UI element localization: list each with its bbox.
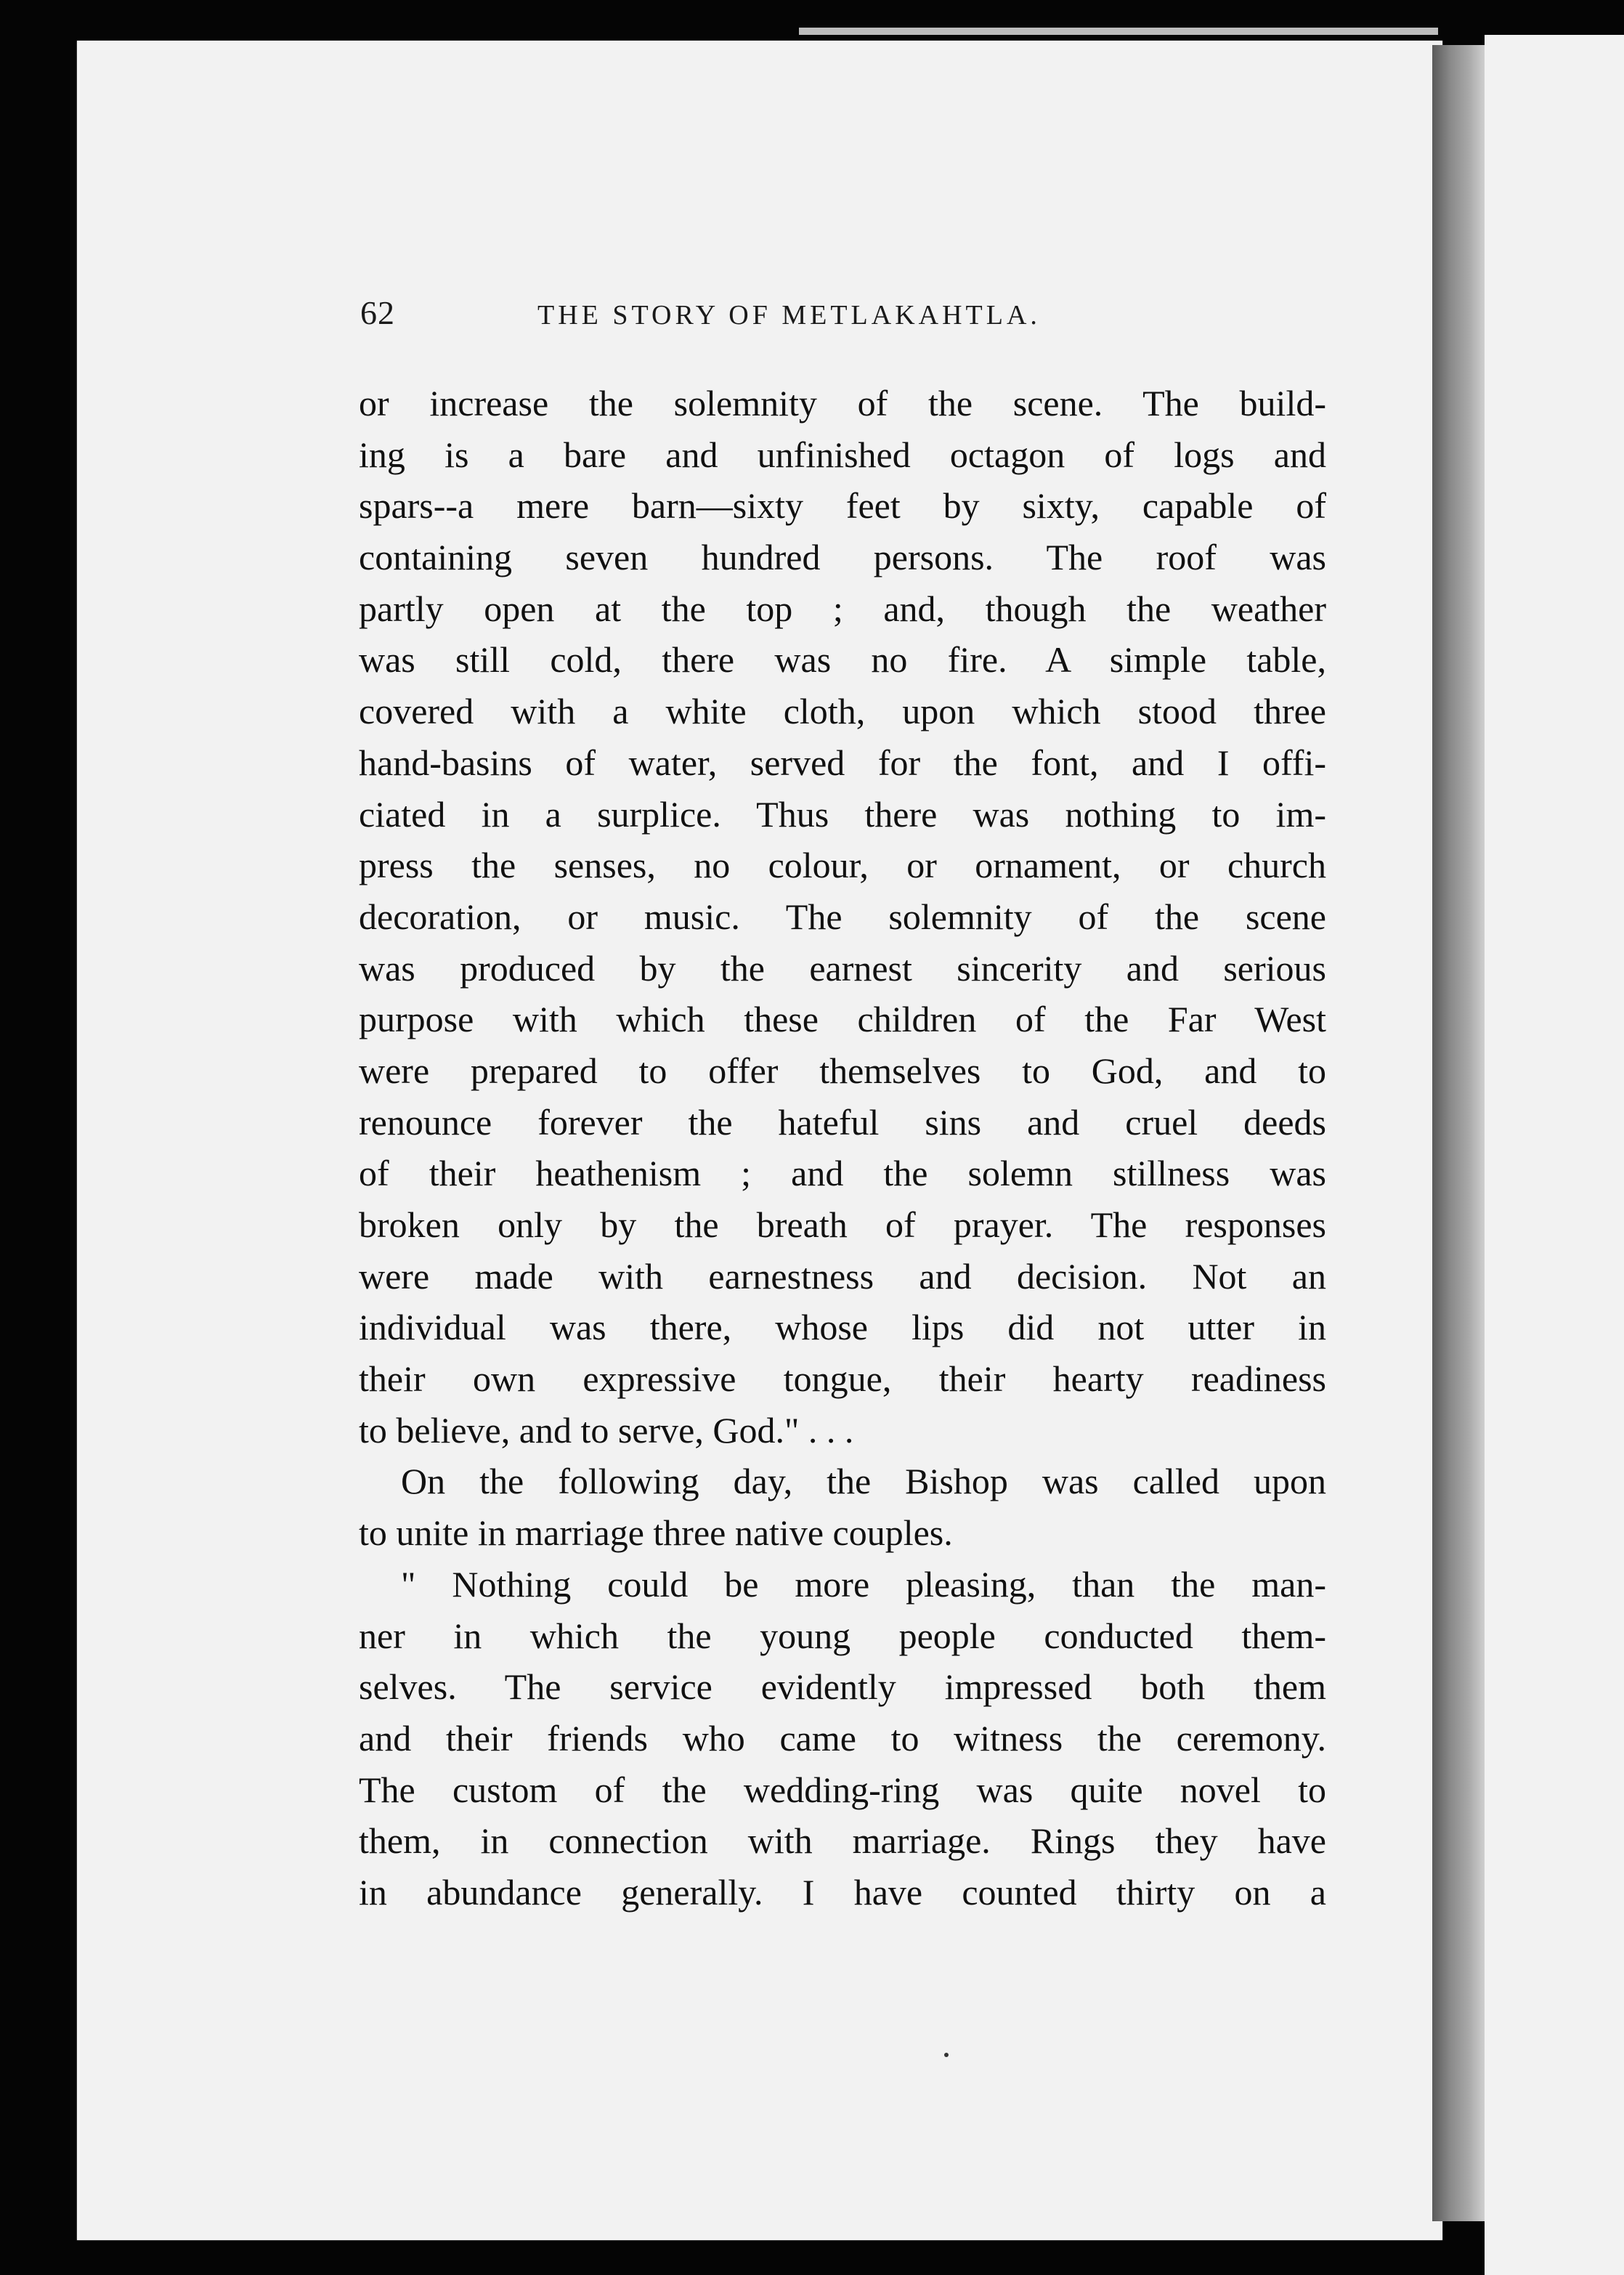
text-line: to believe, and to serve, God." . . .: [359, 1409, 854, 1451]
facing-page-edge: [1485, 35, 1624, 2275]
text-line: selves. The service evidently impressed both them: [359, 1666, 1326, 1708]
running-title: THE STORY OF METLAKAHTLA.: [537, 300, 1041, 330]
text-line: hand-basins of water, served for the font, and I offi-: [359, 742, 1326, 783]
text-line: ner in which the young people conducted them-: [359, 1615, 1326, 1656]
text-line: was produced by the earnest sincerity and serious: [359, 947, 1326, 989]
text-line: broken only by the breath of prayer. The responses: [359, 1204, 1326, 1245]
text-line: in abundance generally. I have counted thirty on a: [359, 1871, 1326, 1913]
text-line: purpose with which these children of the Far West: [359, 999, 1326, 1040]
text-line: individual was there, whose lips did not utter in: [359, 1307, 1326, 1348]
text-line: The custom of the wedding-ring was quite novel to: [359, 1769, 1326, 1810]
text-line: containing seven hundred persons. The roof was: [359, 537, 1326, 578]
text-line: and their friends who came to witness the ceremony.: [359, 1717, 1326, 1759]
text-line: ciated in a surplice. Thus there was nothing to im-: [359, 793, 1326, 835]
text-line: partly open at the top ; and, though the weather: [359, 588, 1326, 629]
text-line: their own expressive tongue, their hearty readiness: [359, 1358, 1326, 1400]
book-gutter-shadow: [1432, 45, 1485, 2221]
body-text: [359, 378, 1326, 1918]
text-line: On the following day, the Bishop was called upon: [401, 1461, 1326, 1502]
text-line: was still cold, there was no fire. A simple table,: [359, 639, 1326, 681]
page-speck: [944, 2053, 949, 2057]
text-line: of their heathenism ; and the solemn stillness was: [359, 1153, 1326, 1194]
text-line: press the senses, no colour, or ornament, or church: [359, 845, 1326, 886]
text-line: were made with earnestness and decision. Not an: [359, 1255, 1326, 1297]
text-line: covered with a white cloth, upon which stood three: [359, 691, 1326, 732]
text-line: renounce forever the hateful sins and cruel deeds: [359, 1101, 1326, 1143]
text-line: were prepared to offer themselves to God, and to: [359, 1050, 1326, 1091]
top-edge-rule: [799, 28, 1438, 35]
text-line: spars--a mere barn—sixty feet by sixty, capable of: [359, 485, 1326, 527]
running-head: [360, 293, 1326, 337]
text-line: decoration, or music. The solemnity of the scene: [359, 896, 1326, 937]
text-line: ing is a bare and unfinished octagon of logs and: [359, 434, 1326, 475]
text-line: them, in connection with marriage. Rings they have: [359, 1820, 1326, 1862]
page-number: 62: [360, 294, 395, 331]
text-line: or increase the solemnity of the scene. The build-: [359, 383, 1326, 423]
text-line: to unite in marriage three native couples.: [359, 1512, 953, 1554]
text-line: " Nothing could be more pleasing, than the man-: [401, 1563, 1326, 1605]
